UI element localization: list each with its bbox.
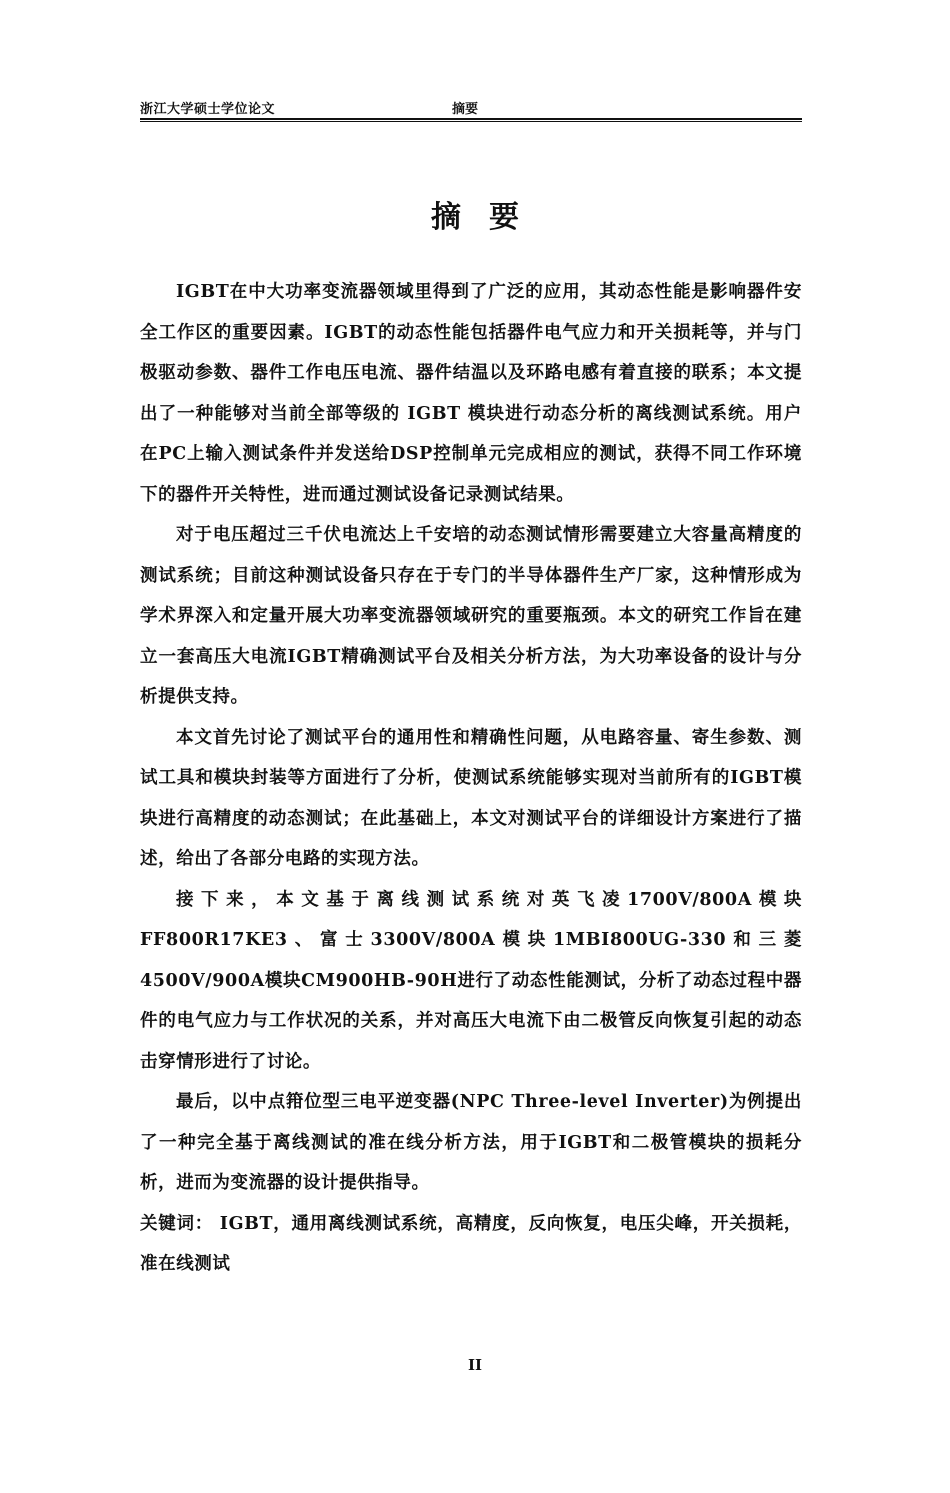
header-section-title: 摘要 (452, 102, 479, 117)
header-divider-thin (140, 121, 802, 122)
abstract-paragraph-3: 本文首先讨论了测试平台的通用性和精确性问题，从电路容量、寄生参数、测试工具和模块封装等方面进行了分析，使测试系统能够实现对当前所有的IGBT模块进行高精度的动态测试；在此基础上，本文对测试平台的详细设计方案进行了描述，给出了各部分电路的实现方法。 (140, 727, 802, 869)
page-number: II (467, 1356, 483, 1374)
keywords: 关键词： IGBT，通用离线测试系统，高精度，反向恢复，电压尖峰，开关损耗，准在线测试 (140, 1214, 802, 1274)
abstract-paragraph-2: 对于电压超过三千伏电流达上千安培的动态测试情形需要建立大容量高精度的测试系统；目前这种测试设备只存在于专门的半导体器件生产厂家，这种情形成为学术界深入和定量开展大功率变流器领域研究的重要瓶颈。本文的研究工作旨在建立一套高压大电流IGBT精确测试平台及相关分析方法，为大功率设备的设计与分析提供支持。 (140, 525, 802, 707)
abstract-body (140, 272, 802, 1204)
abstract-paragraph-4: 接下来，本文基于离线测试系统对英飞凌1700V/800A模块FF800R17KE3、富士3300V/800A模块1MBI800UG-330和三菱4500V/900A模块CM900HB-90H进行了动态性能测试，分析了动态过程中器件的电气应力与工作状况的关系，并对高压大电流下由二极管反向恢复引起的动态击穿情形进行了讨论。 (140, 889, 802, 1072)
header-thesis-title: 浙江大学硕士学位论文 (140, 102, 276, 117)
abstract-paragraph-1: IGBT在中大功率变流器领域里得到了广泛的应用，其动态性能是影响器件安全工作区的重要因素。IGBT的动态性能包括器件电气应力和开关损耗等，并与门极驱动参数、器件工作电压电流、器件结温以及环路电感有着直接的联系；本文提出了一种能够对当前全部等级的 IGBT 模块进行动态分析的离线测试系统。用户在PC上输入测试条件并发送给DSP控制单元完成相应的测试，获得不同工作环境下的器件开关特性，进而通过测试设备记录测试结果。 (140, 282, 802, 505)
page-title: 摘要 (431, 200, 547, 235)
header-divider (140, 118, 802, 120)
page-header (140, 98, 802, 120)
abstract-paragraph-5: 最后，以中点箝位型三电平逆变器(NPC Three-level Inverter)为例提出了一种完全基于离线测试的准在线分析方法，用于IGBT和二极管模块的损耗分析，进而为变流器的设计提供指导。 (140, 1092, 802, 1193)
